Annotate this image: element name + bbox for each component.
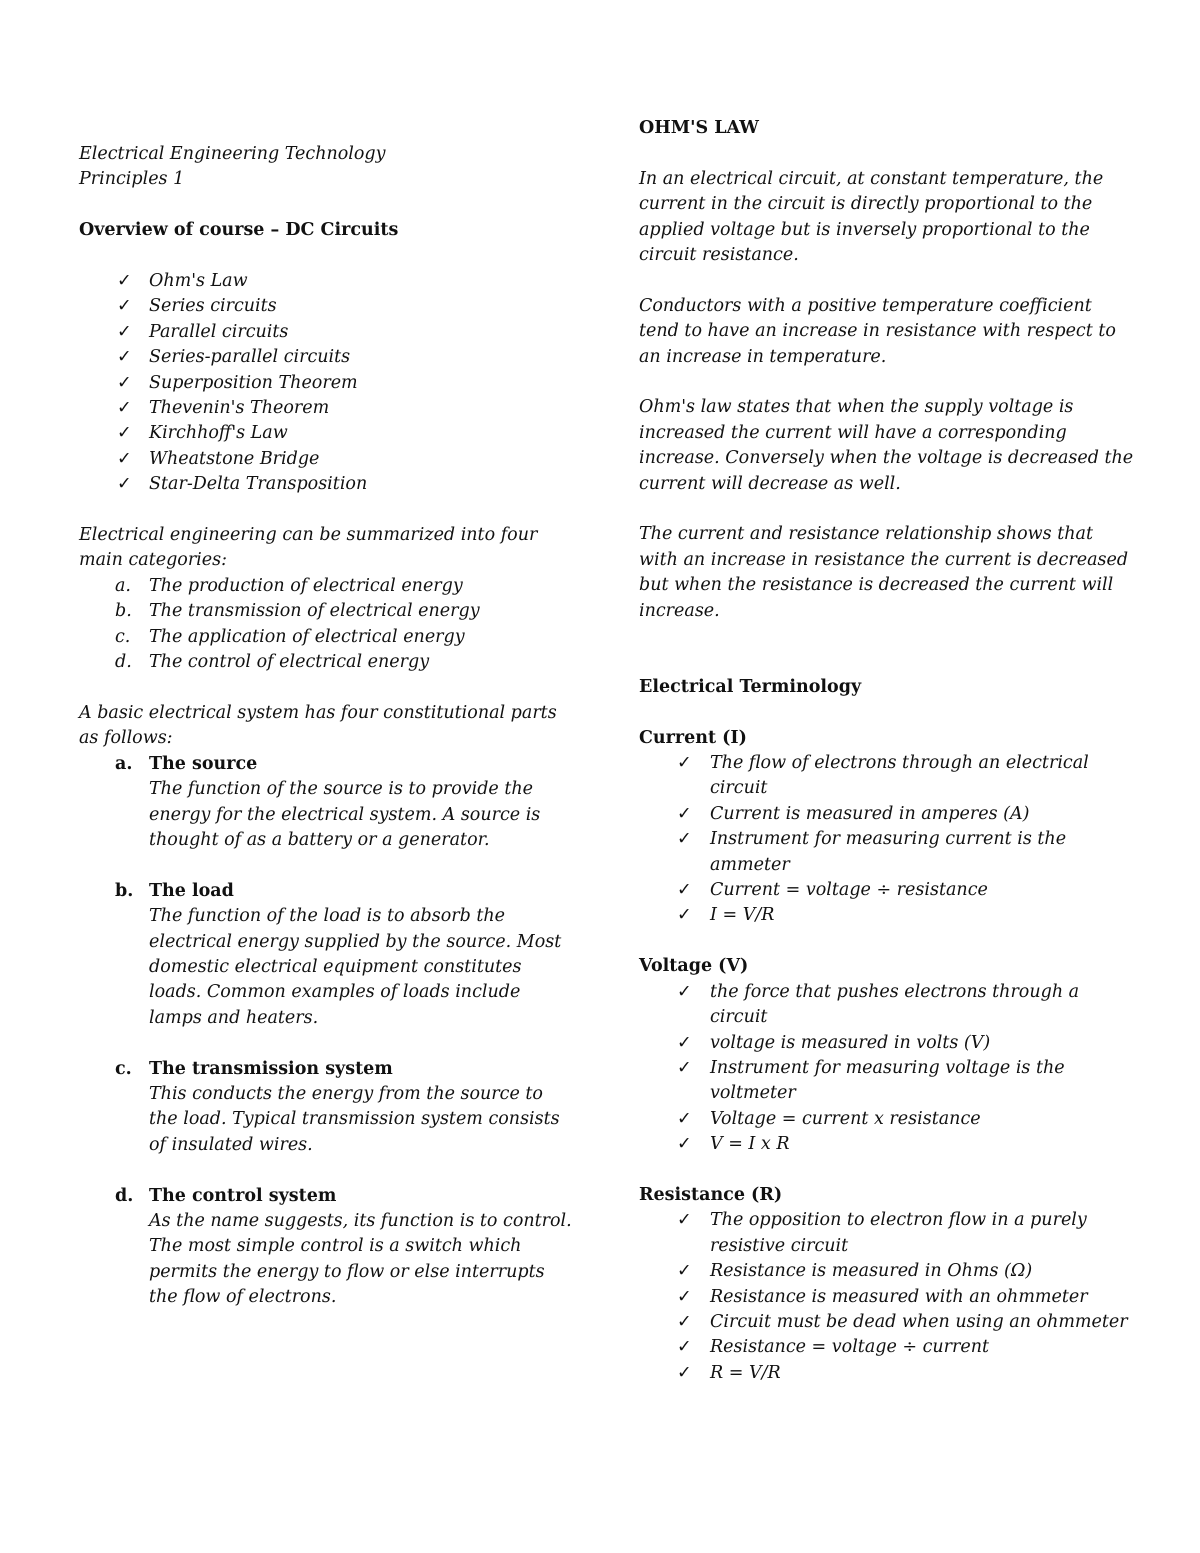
categories-intro: Electrical engineering can be summarized into four main categories: <box>79 525 538 571</box>
overview-heading: Overview of course – DC Circuits <box>79 220 399 241</box>
list-item: c. The application of electrical energy <box>115 626 465 647</box>
list-item: ✓ Voltage = current x resistance <box>639 1107 1159 1132</box>
list-item: b. The transmission of electrical energy <box>115 601 480 622</box>
part-title: The control system <box>149 1185 337 1206</box>
list-item: ✓ Thevenin's Theorem <box>79 396 579 421</box>
list-item: ✓ Resistance is measured with an ohmmeter <box>639 1285 1159 1310</box>
list-item: ✓ Ohm's Law <box>79 269 579 294</box>
check-icon: ✓ <box>677 1032 692 1053</box>
ohms-paragraph: In an electrical circuit, at constant temperature, the current in the circuit is directly proportional to the applied voltage but is inversely proportional to the circuit resistance. <box>639 168 1104 266</box>
list-item: ✓ Parallel circuits <box>79 320 579 345</box>
list-item: ✓ Resistance is measured in Ohms (Ω) <box>639 1259 1159 1284</box>
course-subtitle: Principles 1 <box>79 169 185 190</box>
term-heading-resistance: Resistance (R) <box>639 1184 783 1205</box>
list-item: ✓ the force that pushes electrons through a circuit <box>677 981 1080 1028</box>
list-item: a. The production of electrical energy <box>115 575 463 596</box>
check-icon: ✓ <box>677 1261 692 1282</box>
part-title: The load <box>149 880 234 901</box>
check-icon: ✓ <box>677 753 692 774</box>
list-item: ✓ Superposition Theorem <box>79 371 579 396</box>
terminology-heading: Electrical Terminology <box>639 676 862 697</box>
check-icon: ✓ <box>117 423 132 444</box>
list-item: ✓ Circuit must be dead when using an ohmmeter <box>639 1310 1159 1335</box>
topics-list <box>79 269 579 498</box>
part-control: d. The control system As the name suggests, its function is to control. The most simple control is a switch which permits the energy to flow or else interrupts the flow of electrons. <box>79 1184 579 1311</box>
check-icon: ✓ <box>677 803 692 824</box>
check-icon: ✓ <box>117 474 132 495</box>
check-icon: ✓ <box>117 398 132 419</box>
list-item: ✓ V = I x R <box>639 1132 1159 1157</box>
check-icon: ✓ <box>677 1337 692 1358</box>
check-icon: ✓ <box>117 448 132 469</box>
term-heading-current: Current (I) <box>639 727 747 748</box>
check-icon: ✓ <box>677 1210 692 1231</box>
part-description: The function of the load is to absorb the electrical energy supplied by the source. Most domestic electrical equipment constitutes loads. Common examples of loads include lamps and heaters. <box>149 906 562 1028</box>
part-description: The function of the source is to provide the energy for the electrical system. A source is thought of as a battery or a generator. <box>149 779 541 850</box>
parts-intro: A basic electrical system has four constitutional parts as follows: <box>79 702 557 749</box>
check-icon: ✓ <box>677 1108 692 1129</box>
list-item: ✓ Star-Delta Transposition <box>79 472 579 497</box>
ohms-paragraph: Conductors with a positive temperature coefficient tend to have an increase in resistance with respect to an increase in temperature. <box>639 295 1116 367</box>
check-icon: ✓ <box>677 905 692 926</box>
part-transmission: c. The transmission system This conducts the energy from the source to the load. Typical transmission system consists of insulated wires. <box>79 1057 579 1159</box>
list-item: d. The control of electrical energy <box>115 652 430 673</box>
resistance-list <box>639 1208 1159 1386</box>
check-icon: ✓ <box>677 1286 692 1307</box>
list-item: ✓ Current is measured in amperes (A) <box>639 802 1159 827</box>
categories-list <box>79 574 579 676</box>
ohms-paragraph: The current and resistance relationship shows that with an increase in resistance the current is decreased but when the resistance is decreased the current will increase. <box>639 524 1129 621</box>
check-icon: ✓ <box>117 296 132 317</box>
left-column <box>79 0 579 1311</box>
part-load: b. The load The function of the load is to absorb the electrical energy supplied by the source. Most domestic electrical equipment constitutes loads. Common examples of loads include lamps and heaters. <box>79 879 579 1031</box>
part-source: a. The source The function of the source is to provide the energy for the electrical system. A source is thought of as a battery or a generator. <box>79 752 579 854</box>
part-description: This conducts the energy from the source to the load. Typical transmission system consists of insulated wires. <box>149 1083 560 1155</box>
ohms-law-heading: OHM'S LAW <box>639 118 759 138</box>
list-item: ✓ Series-parallel circuits <box>79 345 579 370</box>
current-list <box>639 751 1159 929</box>
term-heading-voltage: Voltage (V) <box>639 956 749 977</box>
check-icon: ✓ <box>117 271 132 291</box>
check-icon: ✓ <box>677 829 692 850</box>
ohms-paragraph: Ohm's law states that when the supply voltage is increased the current will have a corresponding increase. Conversely when the voltage is decreased the current will decrease as well. <box>639 397 1134 494</box>
course-title: Electrical Engineering Technology <box>79 144 386 164</box>
list-item: ✓ Resistance = voltage ÷ current <box>639 1335 1159 1360</box>
part-description: As the name suggests, its function is to control. The most simple control is a switch which permits the energy to flow or else interrupts the flow of electrons. <box>149 1210 572 1308</box>
part-title: The source <box>149 753 258 774</box>
check-icon: ✓ <box>677 880 692 901</box>
check-icon: ✓ <box>677 1134 692 1155</box>
list-item: ✓ Instrument for measuring current is the ammeter <box>677 829 1067 875</box>
part-title: The transmission system <box>149 1058 393 1079</box>
list-item: ✓ voltage is measured in volts (V) <box>639 1031 1159 1056</box>
list-item: ✓ The flow of electrons through an electrical circuit <box>677 753 1089 799</box>
check-icon: ✓ <box>117 321 132 342</box>
list-item: ✓ Series circuits <box>79 294 579 319</box>
right-column <box>639 0 1159 1386</box>
check-icon: ✓ <box>117 372 132 393</box>
list-item: ✓ R = V/R <box>639 1361 1159 1386</box>
check-icon: ✓ <box>677 981 692 1002</box>
list-item: ✓ The opposition to electron flow in a purely resistive circuit <box>677 1210 1087 1256</box>
list-item: ✓ I = V/R <box>639 903 1159 928</box>
list-item: ✓ Instrument for measuring voltage is the voltmeter <box>677 1057 1065 1104</box>
voltage-list <box>639 980 1159 1158</box>
check-icon: ✓ <box>677 1362 692 1383</box>
list-item: ✓ Wheatstone Bridge <box>79 447 579 472</box>
check-icon: ✓ <box>677 1057 692 1078</box>
check-icon: ✓ <box>117 347 132 368</box>
check-icon: ✓ <box>677 1311 692 1332</box>
list-item: ✓ Current = voltage ÷ resistance <box>639 878 1159 903</box>
list-item: ✓ Kirchhoff's Law <box>79 421 579 446</box>
